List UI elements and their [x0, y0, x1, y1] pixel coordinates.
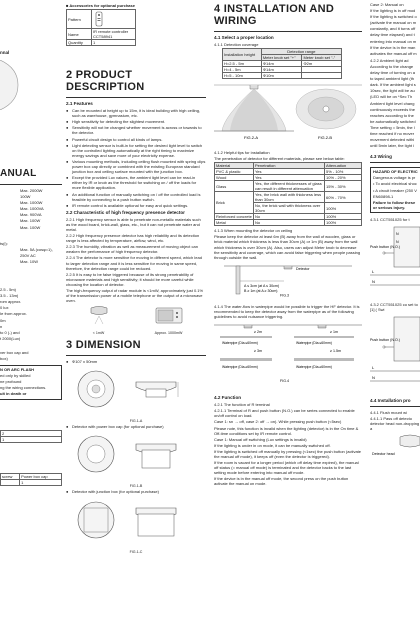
warning-line: ne profound	[0, 379, 22, 385]
spec-line: Ie from approx.	[0, 311, 27, 317]
cell: Yes, the brick wall with thickness less than 30cm	[254, 192, 325, 203]
figure-caption: FIG.1-B	[129, 484, 143, 489]
parts-cell: 1	[20, 479, 62, 485]
hazard-line: • To avoid electrical shoc	[373, 181, 417, 187]
figure-1c	[66, 498, 206, 542]
cell: Glass	[215, 181, 254, 192]
warning-line: ng the wiring connections.	[0, 385, 47, 391]
text-line: delay time elapsed) and t	[370, 32, 415, 38]
acc-label: Quantity	[67, 40, 92, 46]
divider	[66, 97, 206, 98]
cell: 5% - 10%	[325, 169, 362, 175]
subsection-title: 4.1.3 When mounting the detector on ceiling	[214, 228, 293, 234]
product-title-fragment: nnal	[0, 50, 10, 55]
text-line: reaches according to the	[370, 112, 414, 118]
cell: H=5 - 10m	[223, 73, 262, 79]
spec-lines	[0, 287, 62, 341]
dimension-item: ● Detector with power box cap (for optional purchase)	[66, 424, 164, 430]
cell: 10% - 20%	[325, 175, 362, 181]
text-line: According to the change	[370, 63, 414, 69]
figure-1b	[66, 432, 206, 476]
cell: Yes, the different thicknesses of glass can result in different attenuation	[254, 181, 325, 192]
subsection-title: 4.3.1 CCT551025 for t	[370, 216, 410, 222]
table-row	[215, 192, 362, 203]
parts-table-fragment-2	[0, 473, 62, 486]
cell: Φ10m	[261, 73, 302, 79]
cell: PVC & plastic	[215, 169, 254, 175]
materials-header: Material	[215, 163, 254, 169]
divider	[370, 406, 420, 407]
text-line: (activate the manual on m	[370, 20, 417, 26]
figure-caption: FIG.2-B	[318, 135, 333, 141]
subsection-title: 4.4.1 Flush mount wi	[370, 410, 407, 416]
wiring-diagram-1	[370, 223, 420, 297]
feature-item: ● An additional function of manually switching on / off the controlled load is feasible by connecting to a push button switch.	[66, 192, 206, 202]
cell	[302, 73, 342, 79]
feature-text: Except the provided Lux values, the ambient light level can be read-in either by IR or knob as the threshold for switching on / off the loads for more flexible application.	[72, 175, 197, 191]
function-text: Case 1: Manual off switching (Lux settings is invalid)	[214, 436, 307, 442]
cell: Φ14m	[261, 67, 302, 73]
cell: 100%	[325, 220, 362, 226]
hazard-line: Dangerous voltage is pr	[373, 175, 416, 181]
text-line: until 5min later, the light i	[370, 143, 415, 149]
figure-label: B ≥ 1m (at A ≥ 30cm)	[244, 288, 278, 293]
dimension-text: Detector with junction box (for optional purchase)	[72, 489, 159, 495]
column-b	[66, 0, 206, 640]
coverage-header: Detection range	[261, 49, 341, 55]
feature-text: Can be mounted at height up to 15m, it is ideal building with high ceiling, such as warehouse, gymnasium, etc.	[72, 108, 201, 119]
push-button-label: Push button (N.O.)	[370, 338, 400, 343]
load-value: Max. 1000W	[20, 200, 43, 206]
coverage-subheader: Meter knob set "+"	[261, 55, 302, 61]
warning-box	[0, 365, 62, 399]
characteristic-item: 2.2.3 The humidity, vibration as well as measurement of moving object can weaken the performance of high frequency detector.	[66, 244, 198, 255]
text-line: delay time of turning on a	[370, 70, 415, 76]
divider	[370, 162, 420, 163]
product-description-title: 2 PRODUCT DESCRIPTION	[66, 69, 145, 94]
section-title: ANUAL	[0, 168, 37, 179]
characteristic-item: 2.2.5 It is easy to be false triggered because of its strong penetrability of microwave materials and high sensitivity; it should be more careful while choosing the location of detector.	[66, 271, 194, 287]
acc-label: Pattern	[67, 10, 92, 29]
materials-header: Attenuation	[325, 163, 362, 169]
supply-value: Max. 10W	[20, 258, 39, 264]
bullet-icon: ■	[66, 3, 70, 8]
materials-table	[214, 162, 362, 226]
power-caption: Approx. 1000mW	[154, 331, 183, 336]
text-line: be automatically switched	[370, 118, 416, 124]
subsection-title: 4.3.2 CCT551025 co set to [1] ( Swi	[370, 302, 418, 313]
column-d	[370, 0, 420, 640]
distance-label: ≥ 3m	[254, 349, 262, 354]
spec-line: 3.5 - 13m)	[0, 293, 19, 299]
terminal-label: N	[396, 240, 399, 244]
parts-cell: Power box cap	[20, 473, 62, 479]
installation-title: 4 INSTALLATION AND WIRING	[214, 3, 335, 27]
text-line: constantly, and it turns off	[370, 26, 416, 32]
subsection-title: 4.2 Function	[214, 395, 242, 401]
load-value: 100W	[20, 194, 31, 200]
table-row	[215, 220, 362, 226]
dimension-item: ● Detector with junction box (for optional purchase)	[66, 489, 159, 495]
detector-icon	[90, 305, 108, 325]
text-line: If the device is in the man	[370, 44, 416, 50]
figure-1a	[66, 367, 206, 411]
distance-label: ≥ 1.5m	[330, 349, 341, 354]
coverage-subheader: Meter knob set "-"	[302, 55, 342, 61]
features-title: 2.1 Features	[66, 101, 93, 107]
column-a	[0, 0, 62, 640]
text-line: Case 2: Manual on	[370, 2, 404, 7]
load-value: Max. 100W	[20, 218, 41, 224]
terminal-label: N	[372, 279, 375, 284]
text-line: dark. If the ambient light s	[370, 82, 416, 88]
text-line: time reached if no mover	[370, 130, 415, 136]
text-line: continuously exceeds the	[370, 106, 415, 112]
feature-item: ● Sensitivity will not be changed whether movement is across or towards to the detector.	[66, 125, 206, 135]
feature-text: Light detecting sensor is built-in for setting the desired light level to switch on the controlled lighting automatically at the right timing to maximize energy savings and save more of your electricity expense.	[72, 142, 203, 158]
subsection-title: 4.3 Wiring	[370, 154, 392, 160]
spec-line: to 0 (-) and	[0, 329, 20, 335]
spec-line: ver box cap and	[0, 349, 29, 355]
terminal-label: L	[372, 269, 375, 274]
pipe-label: Waterpipe (Dia.≥60mm)	[296, 365, 332, 370]
hazard-line: Failure to follow these or serious injury.	[373, 199, 416, 210]
accessories-table	[66, 9, 136, 46]
mount-text: Please keep the detector at least 6m (B) away from the wall of wooden, glass or brick material which thickness is less than 30cm (A) or 1m (B) away from the wall which thickness is over 30cm (A). Also, users can adjust Meter knob to decrease the sensitivity and coverage, which can avoid false triggering when people passing through outside the wall.	[214, 234, 361, 260]
load-value: Max. 2000W	[20, 188, 43, 193]
cell: 60% - 70%	[325, 192, 362, 203]
hazard-title: HAZARD OF ELECTRIC	[373, 169, 418, 175]
column-c	[214, 0, 362, 640]
subsection-title: 4.4 Installation pro	[370, 398, 411, 404]
remote-icon	[92, 10, 136, 29]
function-text: If the lighting is under in on mode, it can be manually switched off.	[214, 442, 331, 448]
function-text: Case 1: sn → off, case 2: off → on). While pressing push button (<5sec)	[214, 419, 342, 425]
feature-item: ● High sensitivity for detecting the slightest movement.	[66, 119, 166, 125]
acc-value: 1	[92, 40, 136, 46]
cell: Φ2m	[302, 61, 342, 67]
push-button-label: Push button (N.O.)	[370, 245, 400, 249]
pipe-label: Waterpipe (Dia.≤60mm)	[296, 341, 332, 346]
supply-label: ts(i):	[0, 240, 8, 246]
spec-line: box)	[0, 355, 8, 361]
coverage-table	[222, 48, 342, 79]
table-row	[223, 73, 342, 79]
feature-text: Sensitivity will not be changed whether movement is across or towards to the detector.	[72, 125, 202, 136]
divider	[214, 31, 362, 32]
feature-item: ● IR remote control is available optional for easy and quick settings.	[66, 202, 189, 208]
pipe-label: Waterpipe (Dia.≥60mm)	[222, 365, 258, 370]
warning-heading: N OR ARC FLASH	[0, 367, 35, 373]
cell: 15% - 30%	[325, 181, 362, 192]
feature-text: High sensitivity for detecting the slightest movement.	[72, 119, 166, 125]
function-text: 4.2.1.1 Terminal of R and push button (N.O.) can be series connected to enable on/off control on load.	[214, 408, 355, 419]
installation-text: 4.4.1.1 Pass off detecto detector head non-dropping a	[370, 416, 420, 432]
cell: No	[254, 220, 325, 226]
dimension-text: Detector with power box cap (for optional purchase)	[72, 424, 164, 430]
function-text: If the lighting is switched off manually by pressing (<1sec) the push button (activate the manual off mode), it keeps off (even the detector is triggered).	[214, 448, 362, 459]
function-text: If the device is in the manual off mode, the second press on the push button activate the manual on mode.	[214, 476, 349, 487]
text-line: If the lighting is switched o	[370, 14, 417, 20]
cell: Metal	[215, 220, 254, 226]
figure-label: A ≤ 3cm (at A ≤ 30cm)	[244, 283, 280, 288]
figure-label: Detector head	[372, 451, 395, 456]
feature-text: Powerful circuit design to control all kinds of lamps.	[72, 136, 163, 142]
function-text: If the room is vacant for a longer period (which off delay time expired), the manual off status (= manual off mode) is terminated and the detector backs to the last setting mode before entering into manual off mode.	[214, 460, 359, 476]
characteristic-item: 2.2.2 High frequency presence detector has high reliability and its detection range is less affected by temperature, airflow, wind, etc.	[66, 233, 200, 244]
feature-text: Various mounting methods, including ceiling flush mounted with spring clips power box cap directly or combined with the existing European standard junction box and ceiling surface mounted with the junction box.	[72, 158, 206, 175]
cell: 100%	[325, 214, 362, 220]
figure-3	[214, 263, 362, 297]
parts-cell: 2	[1, 430, 62, 436]
dimension-size: Φ107 x 50mm	[72, 359, 98, 365]
text-line: Time setting = 5min, the l	[370, 124, 415, 130]
microwave-icon	[155, 305, 183, 325]
spec-line: 0 lux	[0, 305, 9, 311]
feature-item: ● Powerful circuit design to control all kinds of lamps.	[66, 136, 163, 142]
supply-value: Max. 5A (cosφ=1),	[20, 246, 53, 252]
load-value: Max. 1000VA	[20, 206, 44, 212]
load-value: Max. 900VA	[20, 212, 42, 218]
text-line: 10sec, the light will be au	[370, 88, 415, 94]
cell: Wood	[215, 175, 254, 181]
cell: Yes	[254, 175, 325, 181]
accessories-title: Accessories for optional purchase	[69, 3, 135, 8]
dimension-item: ● Φ107 x 50mm	[66, 359, 98, 365]
feature-item: ● Light detecting sensor is built-in for setting the desired light level to switch on the controlled lighting automatically at the right timing to maximize energy savings and save more of your electricity expense.	[66, 143, 206, 158]
hazard-box	[370, 167, 420, 213]
tips-intro: The penetration of detector for different materials, please see below table:	[214, 156, 345, 162]
text-line: to taped ambient light (th	[370, 76, 415, 82]
spec-line: n	[0, 323, 3, 329]
detector-image-fragment	[0, 60, 20, 110]
divider	[0, 184, 62, 185]
dimension-title: 3 DIMENSION	[66, 339, 141, 352]
spec-line: 0m	[0, 317, 6, 323]
spec-line: rom approx.	[0, 299, 22, 305]
terminal-label: L	[372, 365, 375, 371]
waterpipe-text: 4.1.4 The water-flow in waterpipe would be possible to trigger the HF detector. It is recommended to keep the detector away from the waterpipe as of the following guidelines to avoid nuisance triggering.	[214, 303, 360, 320]
coverage-header: Installation height	[223, 49, 262, 61]
text-line: If the lighting is in off mod	[370, 8, 416, 14]
figure-caption: FIG.3	[280, 293, 289, 297]
table-row	[215, 181, 362, 192]
detector-head-figure	[370, 433, 420, 459]
power-note: The high-frequency output of radar module is <1mW, approximately just 0.1% of the transmission power of a mobile telephone or the output of a microwave oven.	[66, 288, 204, 304]
hazard-line: • A circuit breaker (250 V	[373, 187, 417, 193]
figure-2-coverage	[214, 81, 362, 143]
terminal-label: N	[372, 375, 375, 381]
terminal-label: N	[396, 232, 399, 236]
text-line: activates the manual off m	[370, 50, 417, 56]
figure-caption: FIG.2-A	[244, 135, 259, 141]
text-line: Ambient light level chang	[370, 100, 415, 106]
subsection-title: 4.1.2 Helpful tips for installation	[214, 150, 270, 156]
figure-caption: FIG.1-C	[129, 549, 143, 554]
feature-text: An additional function of manually switching on / off the controlled load is feasible by connecting to a push button switch.	[72, 191, 201, 202]
cell: Brick	[215, 192, 254, 214]
figure-label: Detector	[296, 266, 310, 271]
warning-line: ult in death or	[0, 391, 27, 397]
cell: H=2.5 - 5m	[223, 61, 262, 67]
subsection-title: 4.1.1 Detection coverage	[214, 42, 259, 47]
acc-label: Name	[67, 29, 92, 40]
figure-caption: FIG.4	[280, 379, 289, 384]
supply-value: 250V AC	[20, 252, 36, 258]
figure-caption: FIG.1-A	[129, 419, 143, 424]
hazard-line: EN60898-1	[373, 193, 394, 199]
cell: Φ14m	[261, 61, 302, 67]
cell: No	[254, 214, 325, 220]
spec-line: t 2000(Lux)	[0, 335, 21, 341]
parts-table-fragment	[0, 430, 62, 443]
load-list	[20, 188, 62, 230]
feature-text: IR remote control is available optional for easy and quick settings.	[72, 202, 189, 208]
figure-4	[214, 322, 362, 386]
feature-item: ● Various mounting methods, including ceiling flush mounted with spring clips power box cap directly or combined with the existing European standard junction box and ceiling surface mounted with the junction box.	[66, 158, 206, 175]
accessories-heading	[66, 3, 206, 8]
subsection-title: 4.1 Select a proper location	[214, 35, 274, 40]
cell: H=4 - 5m	[223, 67, 262, 73]
text-line: entering into manual on m	[370, 38, 417, 44]
cell: Reinforced concrete	[216, 214, 252, 220]
distance-label: ≥ 2m	[254, 330, 262, 335]
characteristics-title: 2.2 Characteristic of high frequency presence detector	[66, 209, 185, 215]
warning-line: ed only by skilled	[0, 373, 31, 379]
text-line: movement detected withi	[370, 137, 415, 143]
feature-item: ● Except the provided Lux values, the ambient light level can be read-in either by IR or knob as the threshold for switching on / off the loads for more flexible application.	[66, 175, 206, 190]
subsection-title: 4.2.2 Ambient light ad	[370, 57, 409, 63]
text-line: (LED will be on *Sec Th	[370, 94, 413, 100]
wiring-diagram-2	[370, 313, 420, 391]
load-value: Max. 100W	[20, 224, 41, 230]
function-text: Please note, this function is invalid when the lighting (detector) is in the On time & Off-time conditions set by IR remote control.	[214, 425, 359, 436]
cell: No, the brick wall with thickness over 30cm	[254, 203, 325, 214]
cell: Yes	[254, 169, 325, 175]
acc-value: IR remote controller CCT58941	[92, 29, 136, 40]
spec-line: 2.5 - 5m)	[0, 287, 17, 293]
cell: 100%	[325, 203, 362, 214]
features-list	[66, 108, 206, 208]
divider	[66, 355, 206, 356]
characteristic-item: 2.2.1 High frequency sensor is able to penetrate non-metallic materials such as the wood board, brick-wall, glass, etc., but it can not penetrate water and metal.	[66, 216, 201, 232]
distance-label: ≥ 1m	[330, 330, 338, 335]
power-caption: < 1mW	[92, 331, 105, 336]
subsection-title: 4.2.1 The function of R terminal	[214, 402, 270, 408]
power-comparison-figure	[66, 305, 206, 336]
materials-header: Penetration	[254, 163, 325, 169]
pipe-label: Waterpipe (Dia.≤60mm)	[222, 341, 258, 346]
feature-item: ● Can be mounted at height up to 15m, it is ideal building with high ceiling, such as warehouse, gymnasium, etc.	[66, 108, 206, 118]
parts-cell: screw	[1, 473, 20, 479]
characteristic-item: 2.2.4 The detector is more sensitive for moving in different speed, which lead to larger detection range and it is less sensitive for moving in same speed, therefore, the detection range could be reduced.	[66, 255, 202, 271]
parts-cell: 1	[1, 436, 62, 442]
